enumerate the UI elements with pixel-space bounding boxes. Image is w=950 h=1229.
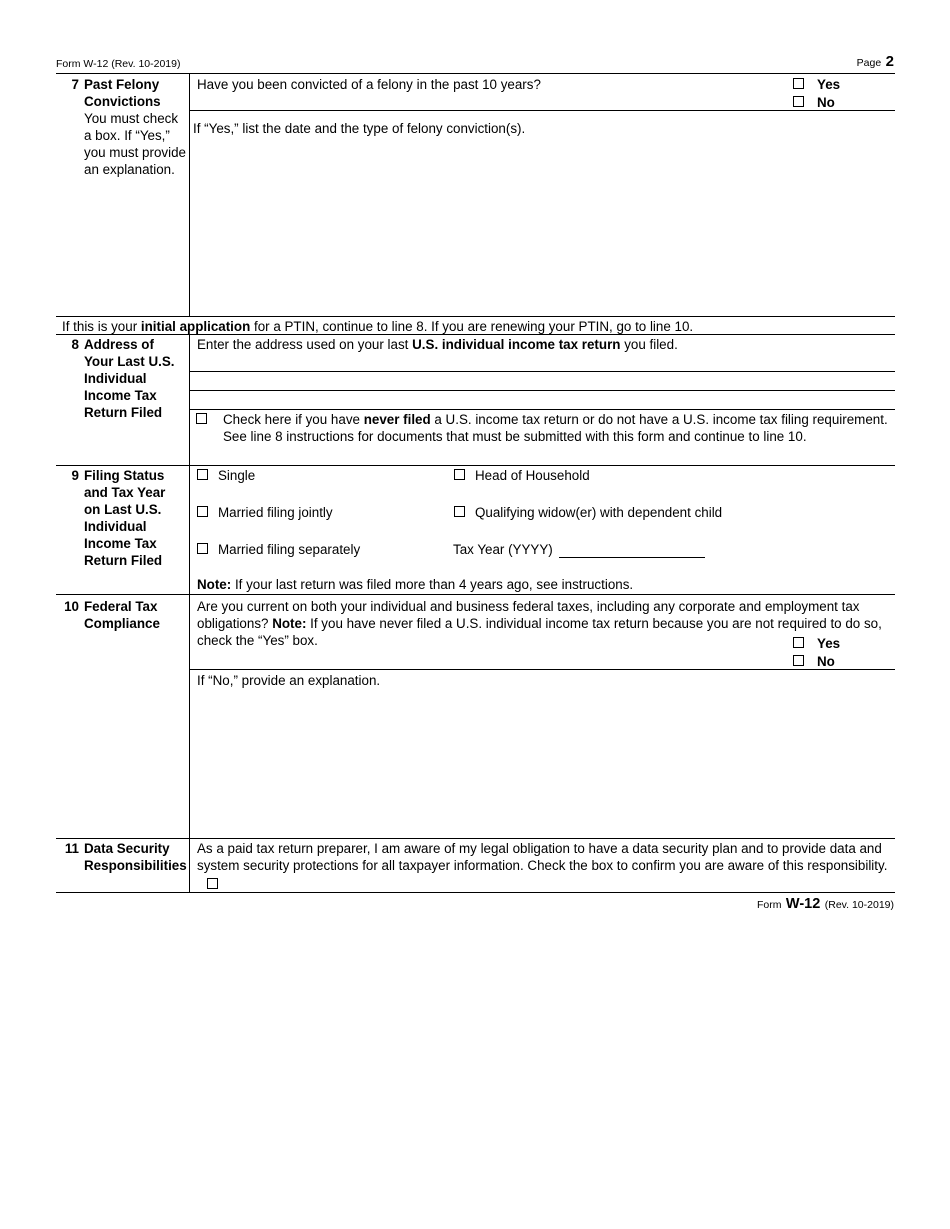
line7-question: Have you been convicted of a felony in the past 10 years? xyxy=(197,77,541,92)
qualifying-widow-label: Qualifying widow(er) with dependent child xyxy=(475,505,723,520)
head-of-household-checkbox[interactable] xyxy=(454,469,465,480)
married-filing-jointly-checkbox[interactable] xyxy=(197,506,208,517)
line8-number: 8 xyxy=(71,337,79,352)
line10-explain-area[interactable] xyxy=(191,690,894,836)
married-filing-jointly-label: Married filing jointly xyxy=(218,505,333,520)
address-field-3[interactable] xyxy=(191,392,894,408)
line10-no-checkbox[interactable] xyxy=(793,655,804,666)
line8-title: Address of Your Last U.S. Individual Income Tax Return Filed xyxy=(84,337,175,420)
line10-no-label: No xyxy=(817,654,835,669)
line11-number: 11 xyxy=(64,841,79,856)
line10-explain-label: If “No,” provide an explanation. xyxy=(197,673,381,688)
rule-before-line11 xyxy=(56,838,895,839)
head-of-household-label: Head of Household xyxy=(475,468,590,483)
line7-number: 7 xyxy=(71,77,79,92)
address-field-1[interactable] xyxy=(191,354,894,370)
line10-yes-checkbox[interactable] xyxy=(793,637,804,648)
line7-title: Past Felony Convictions xyxy=(84,77,161,109)
line10-number: 10 xyxy=(64,599,79,614)
qualifying-widow-checkbox[interactable] xyxy=(454,506,465,517)
address-line-2 xyxy=(190,390,895,391)
line7-yes-label: Yes xyxy=(817,77,841,92)
line7-yes-checkbox[interactable] xyxy=(793,78,804,89)
single-label: Single xyxy=(218,468,256,483)
single-checkbox[interactable] xyxy=(197,469,208,480)
never-filed-text: Check here if you have never filed a U.S. income tax return or do not have a U.S. income tax filing requirement. See line 8 instructions for documents that must be submitted with this form and continue to line 10. xyxy=(223,412,888,444)
line11-title: Data Security Responsibilities xyxy=(84,841,187,873)
address-field-2[interactable] xyxy=(191,373,894,389)
initial-application-instruction: If this is your initial application for a PTIN, continue to line 8. If you are renewing your PTIN, go to line 10. xyxy=(62,319,694,334)
married-filing-separately-label: Married filing separately xyxy=(218,542,361,557)
rule-before-instruction xyxy=(56,316,895,317)
line9-note: Note: If your last return was filed more than 4 years ago, see instructions. xyxy=(197,577,634,592)
line7-no-label: No xyxy=(817,95,835,110)
data-security-checkbox[interactable] xyxy=(207,878,218,889)
address-line-1 xyxy=(190,371,895,372)
line9-number: 9 xyxy=(71,468,79,483)
page-number: Page 2 xyxy=(856,53,894,70)
rule-before-line10 xyxy=(56,594,895,595)
tax-year-input[interactable] xyxy=(559,541,705,558)
line10-question: Are you current on both your individual and business federal taxes, including any corporate and employment tax obligations? Note: If you have never filed a U.S. individual income tax return because you are not required to do so, check the “Yes” box. xyxy=(197,599,882,648)
line9-title: Filing Status and Tax Year on Last U.S. Individual Income Tax Return Filed xyxy=(84,468,166,568)
top-rule xyxy=(56,73,895,74)
divider-lines8-11 xyxy=(189,335,190,892)
bottom-rule xyxy=(56,892,895,893)
line7-explain-area[interactable] xyxy=(191,138,894,314)
line11-text: As a paid tax return preparer, I am aware of my legal obligation to have a data security plan and to provide data and system security protections for all taxpayer information. Check the box to confirm you are aware of this responsibility. xyxy=(197,840,894,891)
line10-title: Federal Tax Compliance xyxy=(84,599,160,631)
married-filing-separately-checkbox[interactable] xyxy=(197,543,208,554)
rule-before-line9 xyxy=(56,465,895,466)
rule-10a xyxy=(190,669,895,670)
line7-explain-label: If “Yes,” list the date and the type of felony conviction(s). xyxy=(193,121,526,136)
never-filed-checkbox[interactable] xyxy=(196,413,207,424)
form-id-header: Form W-12 (Rev. 10-2019) xyxy=(56,58,181,70)
address-line-3 xyxy=(190,409,895,410)
rule-7a xyxy=(190,110,895,111)
form-footer: Form W-12 (Rev. 10-2019) xyxy=(756,896,894,912)
tax-year-label: Tax Year (YYYY) xyxy=(453,542,553,557)
line7-note: You must check a box. If “Yes,” you must provide an explanation. xyxy=(84,111,186,177)
line8-prompt: Enter the address used on your last U.S. individual income tax return you filed. xyxy=(197,337,678,352)
line7-no-checkbox[interactable] xyxy=(793,96,804,107)
line10-yes-label: Yes xyxy=(817,636,841,651)
